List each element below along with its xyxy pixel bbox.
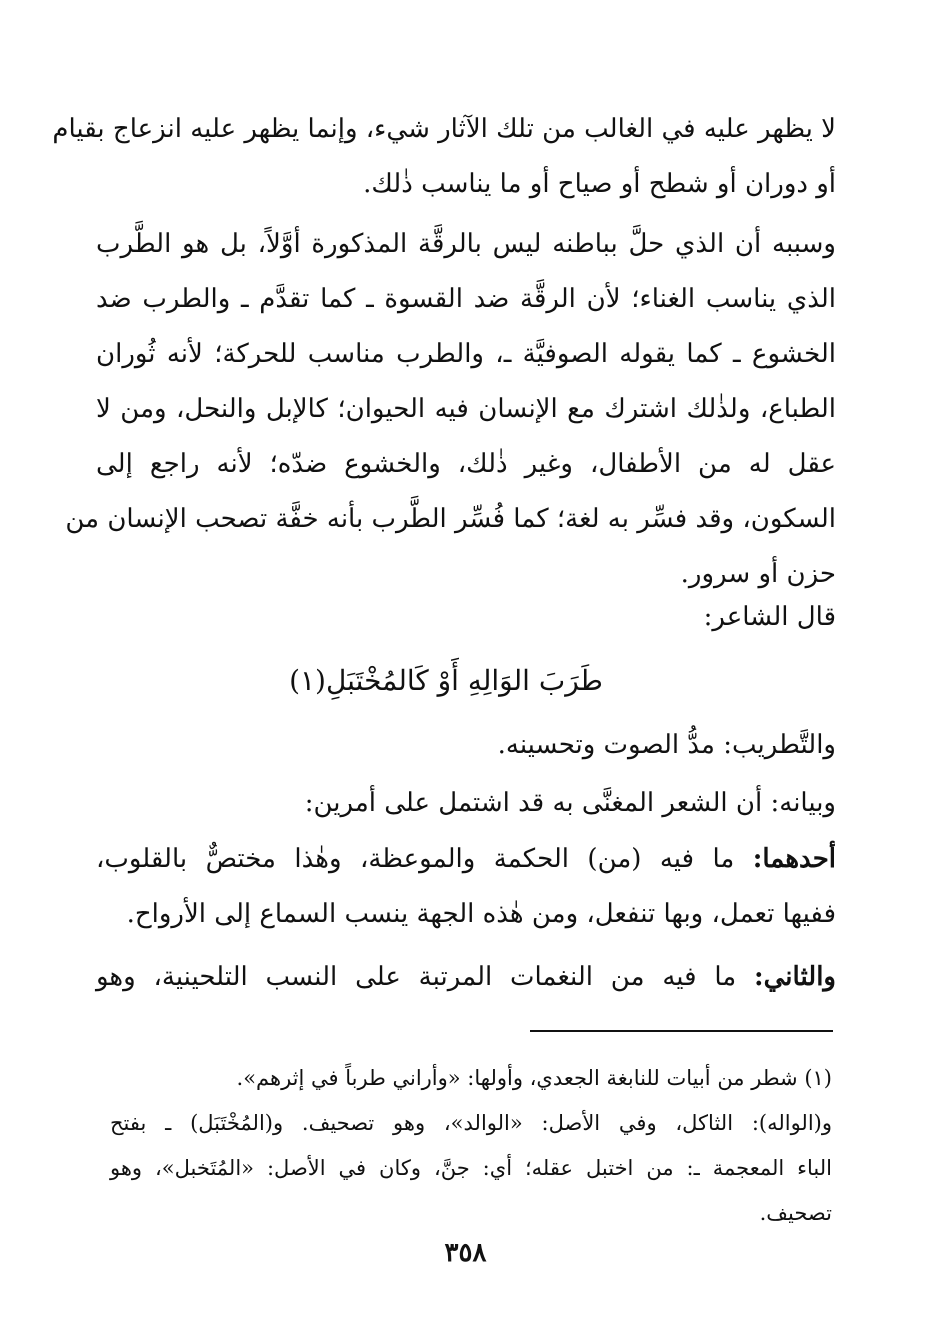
text-line: والتَّطريب: مدُّ الصوت وتحسينه. bbox=[497, 730, 836, 760]
paragraph-5 bbox=[96, 776, 836, 831]
footnote-line: و(الواله): الثاكل، وفي الأصل: «الوالد»، وهو تصحيف. و(المُخْتَبَل) ـ بفتح bbox=[110, 1111, 832, 1135]
paragraph-lead: والثاني: bbox=[754, 962, 836, 992]
text-line: أو دوران أو شطح أو صياح أو ما يناسب ذٰلك. bbox=[363, 169, 836, 199]
paragraph-3 bbox=[96, 590, 836, 645]
footnote-line: تصحيف. bbox=[759, 1201, 832, 1225]
paragraph-2 bbox=[65, 217, 836, 602]
footnotes bbox=[110, 1056, 832, 1236]
footnote-separator bbox=[530, 1030, 833, 1032]
paragraph-lead: أحدهما: bbox=[752, 844, 836, 874]
footnote-line: (١) شطر من أبيات للنابغة الجعدي، وأولها: «وأراني طرباً في إثرهم». bbox=[236, 1066, 832, 1090]
text-line bbox=[96, 832, 836, 887]
text-line: الخشوع ـ كما يقوله الصوفيَّة ـ، والطرب مناسب للحركة؛ لأنه ثُوران bbox=[96, 339, 836, 369]
text-line: ففيها تعمل، وبها تنفعل، ومن هٰذه الجهة ينسب السماع إلى الأرواح. bbox=[126, 899, 836, 929]
paragraph-6 bbox=[96, 832, 836, 942]
page-number: ٣٥٨ bbox=[444, 1238, 487, 1268]
text-line: الطباع، ولذٰلك اشترك مع الإنسان فيه الحيوان؛ كالإبل والنحل، ومن لا bbox=[96, 394, 836, 424]
paragraph-7 bbox=[96, 950, 836, 1005]
text-line: وسببه أن الذي حلَّ بباطنه ليس بالرقَّة المذكورة أوَّلاً، بل هو الطَّرب bbox=[96, 229, 836, 259]
text-line bbox=[96, 950, 836, 1005]
poetry-verse: طَرَبَ الوَالِهِ أَوْ كَالمُخْتَبَلِ(١) bbox=[289, 664, 603, 697]
text-line: وبيانه: أن الشعر المغنَّى به قد اشتمل على أمرين: bbox=[304, 788, 836, 818]
paragraph-text: ما فيه (من) الحكمة والموعظة، وهٰذا مختصٌّ بالقلوب، bbox=[96, 844, 753, 874]
paragraph-4 bbox=[96, 718, 836, 773]
text-line: قال الشاعر: bbox=[703, 602, 836, 632]
footnote-line: الباء المعجمة ـ: من اختبل عقله؛ أي: جنَّ، وكان في الأصل: «المُتَخبل»، وهو bbox=[110, 1156, 832, 1180]
text-line: عقل له من الأطفال، وغير ذٰلك، والخشوع ضدّه؛ لأنه راجع إلى bbox=[96, 449, 836, 479]
text-line: الذي يناسب الغناء؛ لأن الرقَّة ضد القسوة ـ كما تقدَّم ـ والطرب ضد bbox=[96, 284, 836, 314]
text-line: لا يظهر عليه في الغالب من تلك الآثار شيء، وإنما يظهر عليه انزعاج بقيام bbox=[52, 114, 836, 144]
text-line: حزن أو سرور. bbox=[680, 559, 836, 589]
text-line: السكون، وقد فسِّر به لغة؛ كما فُسِّر الطَّرب بأنه خفَّة تصحب الإنسان من bbox=[65, 504, 836, 534]
paragraph-1 bbox=[52, 102, 836, 212]
paragraph-text: ما فيه من النغمات المرتبة على النسب التلحينية، وهو bbox=[96, 962, 755, 992]
